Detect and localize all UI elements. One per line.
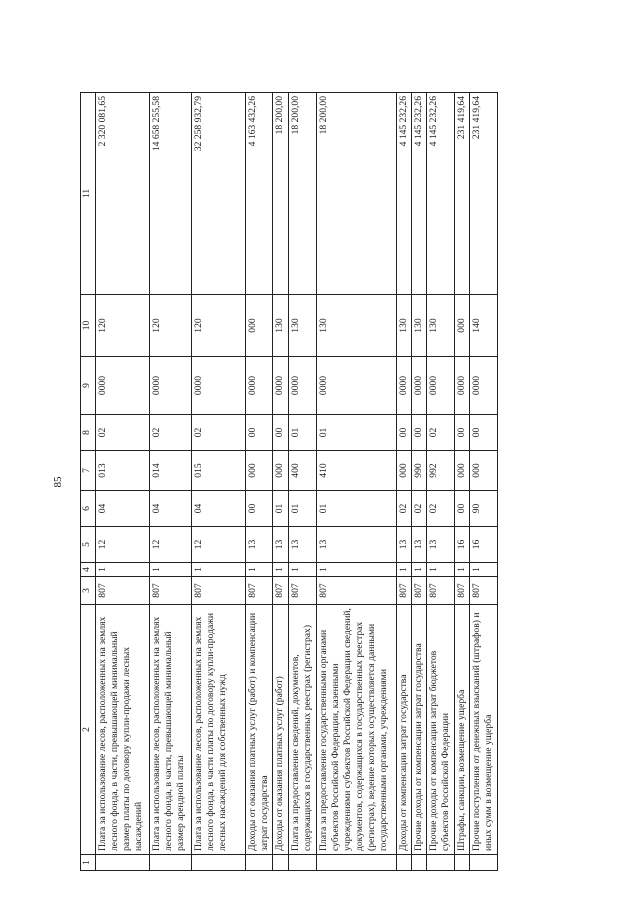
row-code-c8: 00 (246, 415, 273, 451)
column-header-4: 4 (81, 563, 96, 577)
row-code-c9: 0000 (246, 357, 273, 415)
row-blank-cell (396, 855, 411, 871)
row-blank-cell (96, 855, 150, 871)
column-header-7: 7 (81, 451, 96, 491)
row-amount: 231 419,64 (454, 93, 469, 295)
row-amount: 18 200,00 (316, 93, 396, 295)
row-code-c6: 90 (469, 491, 497, 527)
row-blank-cell (469, 855, 497, 871)
row-blank-cell (246, 855, 273, 871)
row-name: Доходы от оказания платных услуг (работ) (272, 605, 288, 855)
row-code-c3: 807 (454, 577, 469, 605)
row-amount: 4 145 232,26 (411, 93, 426, 295)
row-code-c4: 1 (411, 563, 426, 577)
row-code-c7: 000 (246, 451, 273, 491)
row-name: Плата за использование лесов, расположенных на землях лесного фонда, в части платы по договору купли-продажи лесных насаждений для собственных нужд (192, 605, 246, 855)
row-code-c8: 02 (426, 415, 454, 451)
row-code-c10: 120 (96, 295, 150, 357)
row-code-c5: 13 (426, 527, 454, 563)
row-code-c9: 0000 (288, 357, 316, 415)
row-amount: 18 200,00 (288, 93, 316, 295)
row-code-c3: 807 (288, 577, 316, 605)
column-header-2: 2 (81, 605, 96, 855)
row-amount: 4 145 232,26 (426, 93, 454, 295)
row-code-c9: 0000 (96, 357, 150, 415)
column-header-10: 10 (81, 295, 96, 357)
row-code-c4: 1 (150, 563, 192, 577)
row-code-c7: 000 (396, 451, 411, 491)
row-code-c3: 807 (246, 577, 273, 605)
row-code-c3: 807 (426, 577, 454, 605)
row-code-c7: 015 (192, 451, 246, 491)
row-code-c10: 130 (411, 295, 426, 357)
row-name: Штрафы, санкции, возмещение ущерба (454, 605, 469, 855)
row-code-c9: 0000 (150, 357, 192, 415)
row-code-c4: 1 (192, 563, 246, 577)
row-code-c10: 000 (454, 295, 469, 357)
table-row (396, 93, 411, 871)
column-header-9: 9 (81, 357, 96, 415)
row-code-c5: 12 (192, 527, 246, 563)
row-code-c7: 410 (316, 451, 396, 491)
row-code-c9: 0000 (192, 357, 246, 415)
table-row (411, 93, 426, 871)
row-amount: 231 419,64 (469, 93, 497, 295)
row-amount: 18 200,00 (272, 93, 288, 295)
row-code-c4: 1 (469, 563, 497, 577)
row-blank-cell (272, 855, 288, 871)
row-amount: 32 258 932,79 (192, 93, 246, 295)
row-code-c6: 04 (150, 491, 192, 527)
row-code-c5: 13 (316, 527, 396, 563)
table-row (316, 93, 396, 871)
row-code-c8: 00 (454, 415, 469, 451)
row-code-c5: 13 (272, 527, 288, 563)
column-header-11: 11 (81, 93, 96, 295)
row-blank-cell (288, 855, 316, 871)
row-code-c8: 01 (288, 415, 316, 451)
row-code-c5: 16 (454, 527, 469, 563)
row-code-c10: 130 (288, 295, 316, 357)
row-code-c10: 130 (272, 295, 288, 357)
table-row (246, 93, 273, 871)
row-code-c4: 1 (96, 563, 150, 577)
row-code-c3: 807 (316, 577, 396, 605)
row-code-c5: 12 (150, 527, 192, 563)
row-code-c8: 01 (316, 415, 396, 451)
row-code-c10: 130 (316, 295, 396, 357)
row-name: Доходы от оказания платных услуг (работ) и компенсации затрат государства (246, 605, 273, 855)
column-number-row (81, 93, 96, 871)
column-header-8: 8 (81, 415, 96, 451)
table-row (192, 93, 246, 871)
row-code-c5: 13 (246, 527, 273, 563)
row-code-c5: 13 (411, 527, 426, 563)
row-blank-cell (192, 855, 246, 871)
row-code-c5: 13 (288, 527, 316, 563)
row-name: Прочие доходы от компенсации затрат бюджетов субъектов Российской Федерации (426, 605, 454, 855)
row-code-c6: 02 (426, 491, 454, 527)
row-amount: 4 145 232,26 (396, 93, 411, 295)
row-code-c3: 807 (272, 577, 288, 605)
row-code-c9: 0000 (272, 357, 288, 415)
row-code-c9: 0000 (426, 357, 454, 415)
row-code-c3: 807 (469, 577, 497, 605)
row-code-c8: 00 (411, 415, 426, 451)
column-header-5: 5 (81, 527, 96, 563)
row-code-c6: 01 (316, 491, 396, 527)
row-code-c6: 04 (96, 491, 150, 527)
row-code-c9: 0000 (316, 357, 396, 415)
column-header-6: 6 (81, 491, 96, 527)
row-code-c10: 130 (426, 295, 454, 357)
row-code-c7: 400 (288, 451, 316, 491)
row-blank-cell (150, 855, 192, 871)
table-row (288, 93, 316, 871)
row-code-c4: 1 (454, 563, 469, 577)
row-blank-cell (426, 855, 454, 871)
row-code-c7: 000 (454, 451, 469, 491)
row-code-c3: 807 (192, 577, 246, 605)
row-code-c6: 00 (454, 491, 469, 527)
row-code-c3: 807 (150, 577, 192, 605)
row-name: Прочие доходы от компенсации затрат государства (411, 605, 426, 855)
row-name: Плата за использование лесов, расположенных на землях лесного фонда, в части, превышающей минимальный размер платы по договору купли-продажи лесных насаждений (96, 605, 150, 855)
row-code-c4: 1 (246, 563, 273, 577)
column-header-1: 1 (81, 855, 96, 871)
row-code-c3: 807 (411, 577, 426, 605)
row-code-c9: 0000 (396, 357, 411, 415)
row-code-c7: 990 (411, 451, 426, 491)
row-name: Плата за предоставление сведений, документов, содержащихся в государственных реестрах (регистрах) (288, 605, 316, 855)
row-name: Доходы от компенсации затрат государства (396, 605, 411, 855)
row-code-c8: 02 (192, 415, 246, 451)
table-row (454, 93, 469, 871)
row-code-c6: 04 (192, 491, 246, 527)
row-amount: 2 320 081,65 (96, 93, 150, 295)
row-code-c5: 16 (469, 527, 497, 563)
table-row (272, 93, 288, 871)
table-row (150, 93, 192, 871)
row-code-c8: 00 (396, 415, 411, 451)
row-code-c4: 1 (272, 563, 288, 577)
row-code-c3: 807 (96, 577, 150, 605)
row-blank-cell (454, 855, 469, 871)
row-code-c9: 0000 (469, 357, 497, 415)
table-row (96, 93, 150, 871)
row-code-c7: 992 (426, 451, 454, 491)
row-name: Плата за предоставление государственными органами субъектов Российской Федерации, казенными учреждениями субъектов Российской Федерации сведений, документов, содержащихся в государственных реестрах (регистрах), ведение которых осуществляется данными государственными органами, учреждениями (316, 605, 396, 855)
row-name: Прочие поступления от денежных взысканий (штрафов) и иных сумм в возмещение ущерба (469, 605, 497, 855)
row-code-c8: 02 (150, 415, 192, 451)
row-code-c3: 807 (396, 577, 411, 605)
row-code-c6: 02 (396, 491, 411, 527)
column-header-3: 3 (81, 577, 96, 605)
row-blank-cell (316, 855, 396, 871)
table-row (426, 93, 454, 871)
row-amount: 4 163 432,26 (246, 93, 273, 295)
revenue-table (80, 92, 498, 871)
row-code-c7: 000 (469, 451, 497, 491)
row-code-c5: 13 (396, 527, 411, 563)
row-code-c7: 014 (150, 451, 192, 491)
row-code-c4: 1 (288, 563, 316, 577)
page-number: 85 (52, 476, 64, 488)
row-code-c5: 12 (96, 527, 150, 563)
row-code-c6: 01 (288, 491, 316, 527)
row-code-c7: 000 (272, 451, 288, 491)
row-code-c7: 013 (96, 451, 150, 491)
row-code-c4: 1 (426, 563, 454, 577)
row-code-c10: 000 (246, 295, 273, 357)
row-code-c6: 00 (246, 491, 273, 527)
row-code-c10: 120 (192, 295, 246, 357)
row-code-c8: 00 (469, 415, 497, 451)
row-code-c10: 130 (396, 295, 411, 357)
row-blank-cell (411, 855, 426, 871)
row-amount: 14 658 255,58 (150, 93, 192, 295)
row-code-c8: 00 (272, 415, 288, 451)
row-code-c4: 1 (316, 563, 396, 577)
row-code-c6: 01 (272, 491, 288, 527)
row-code-c6: 02 (411, 491, 426, 527)
row-code-c8: 02 (96, 415, 150, 451)
row-name: Плата за использование лесов, расположенных на землях лесного фонда, в части, превышающей минимальный размер арендной платы (150, 605, 192, 855)
row-code-c10: 140 (469, 295, 497, 357)
row-code-c9: 0000 (411, 357, 426, 415)
table-row (469, 93, 497, 871)
row-code-c4: 1 (396, 563, 411, 577)
row-code-c10: 120 (150, 295, 192, 357)
row-code-c9: 0000 (454, 357, 469, 415)
rotated-page (52, 93, 530, 871)
